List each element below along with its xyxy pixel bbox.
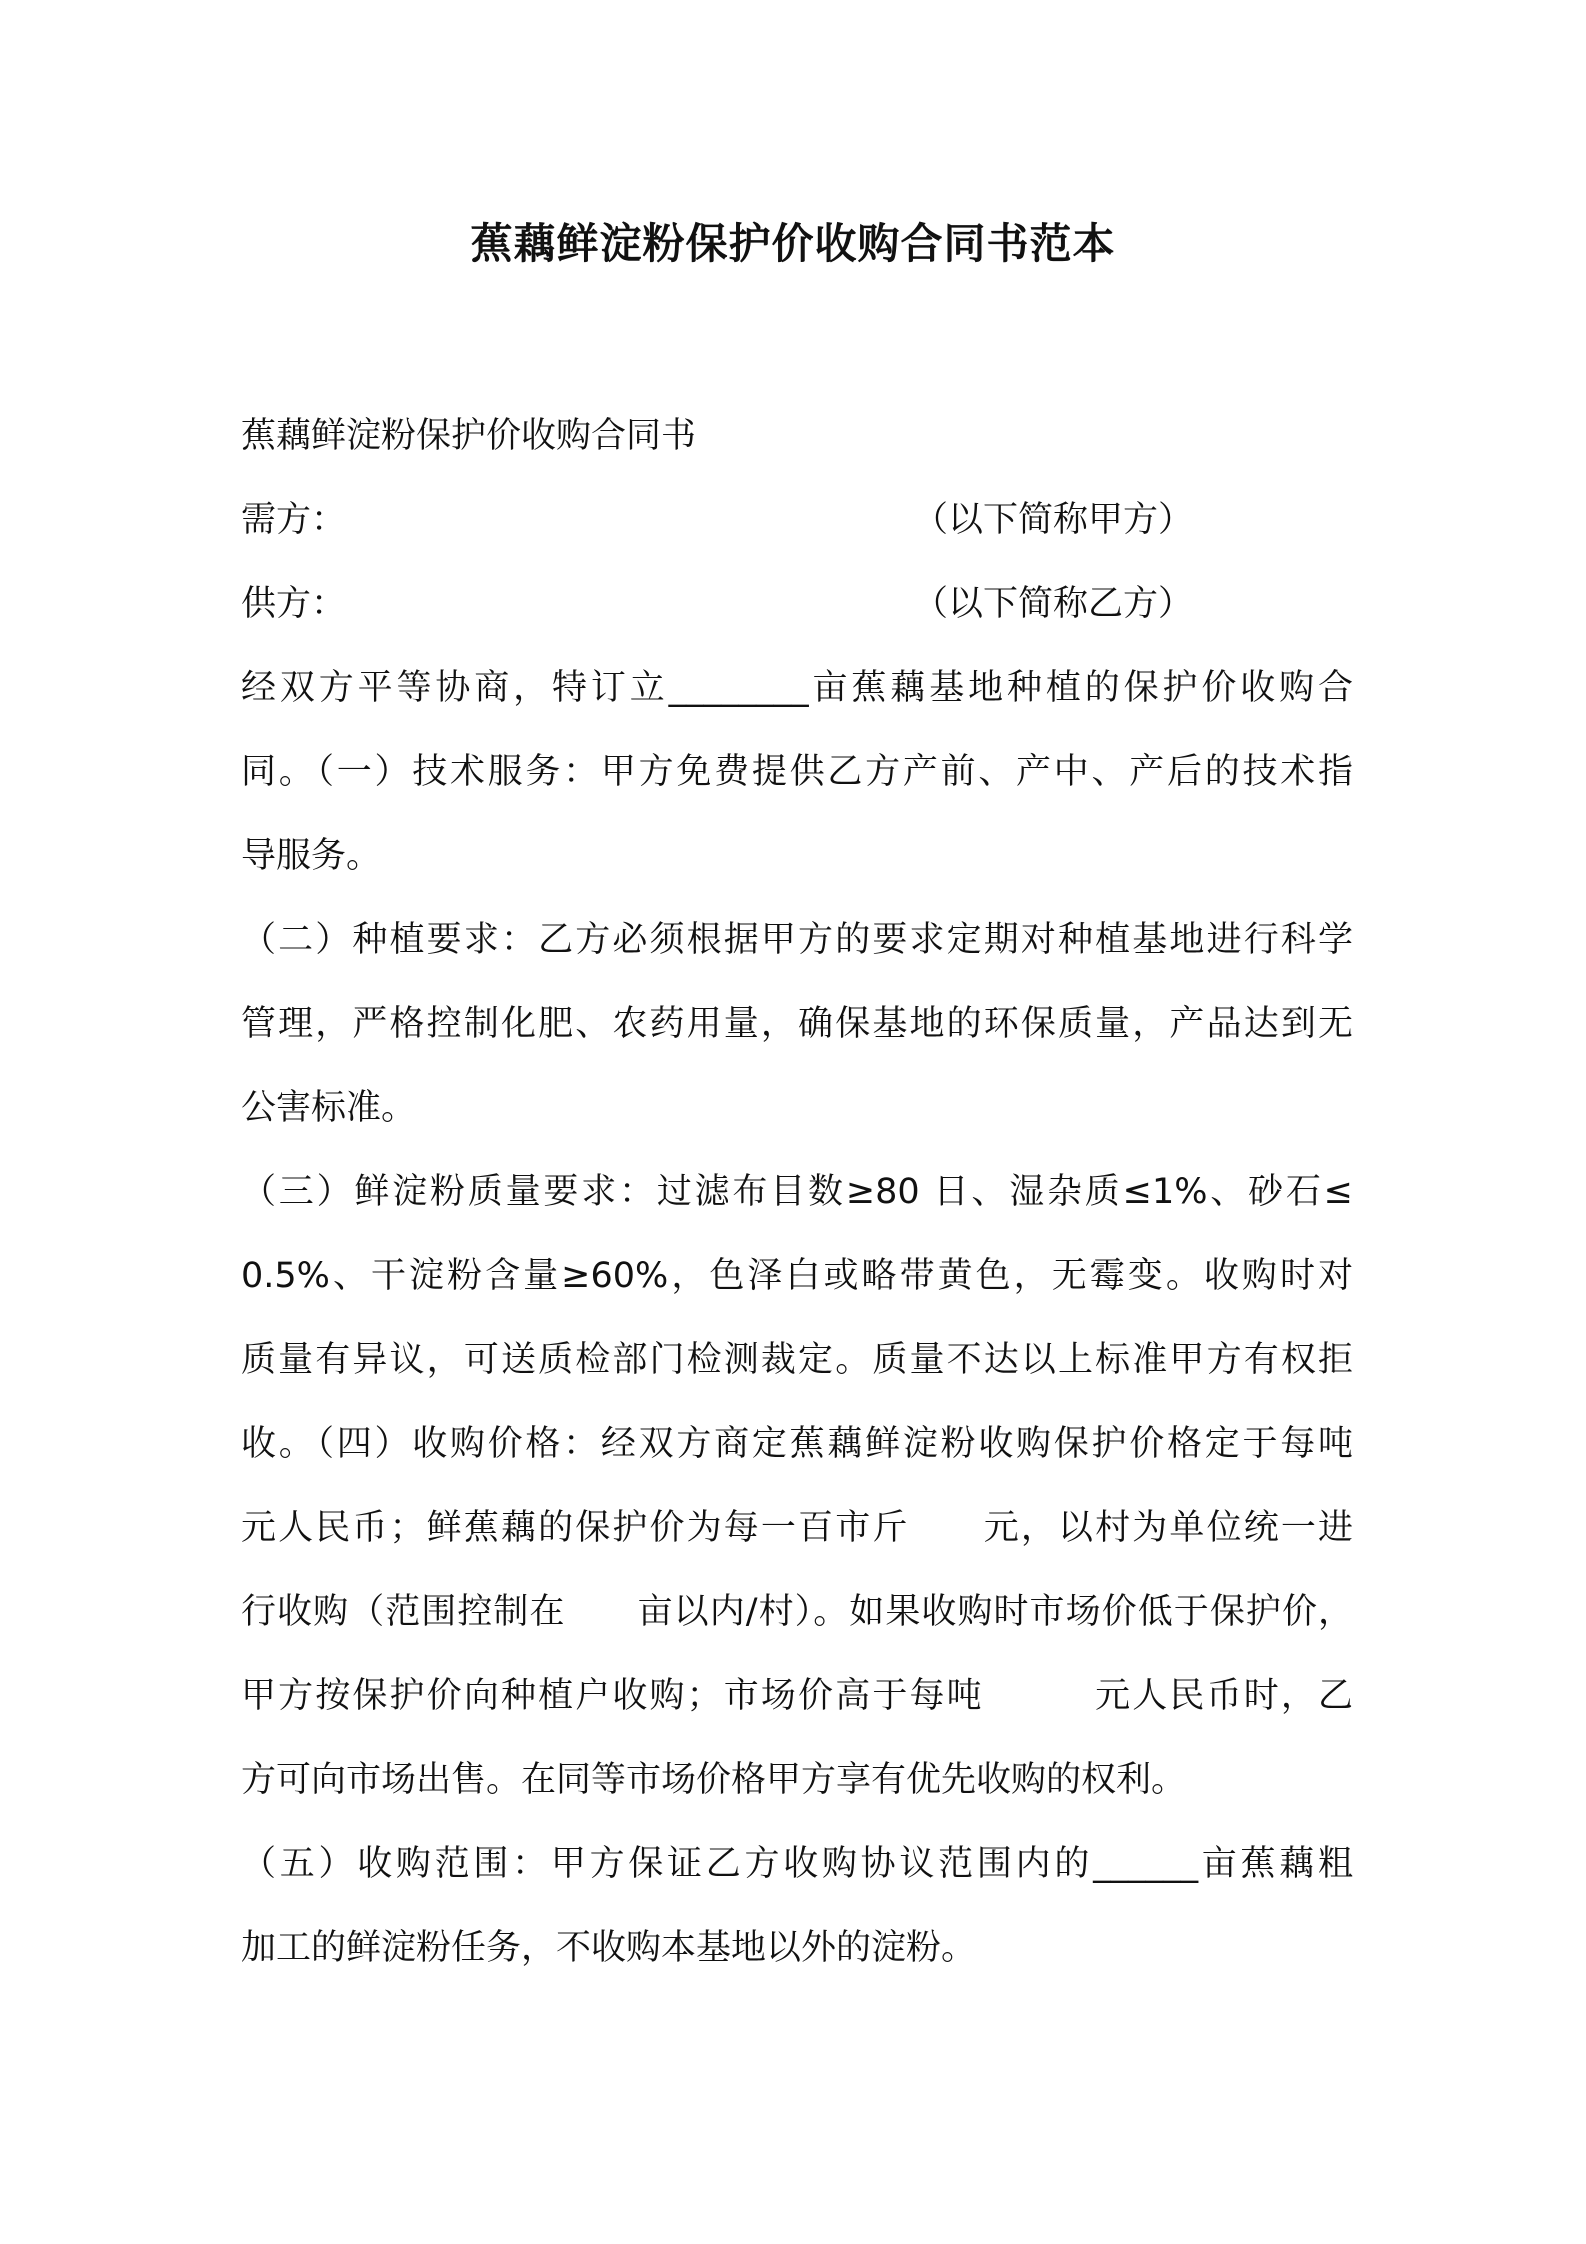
paragraph-line: 导服务。 [241,836,382,876]
party-a-label: 需方： [241,500,347,540]
party-b-label: 供方： [241,584,347,624]
paragraph-line: 加工的鲜淀粉任务，不收购本基地以外的淀粉。 [241,1928,977,1968]
paragraph-line: 收。（四）收购价格：经双方商定蕉藕鲜淀粉收购保护价格定于每吨 [241,1424,1353,1464]
paragraph-line: 公害标准。 [241,1088,417,1128]
paragraph-line: 方可向市场出售。在同等市场价格甲方享有优先收购的权利。 [241,1760,1187,1800]
paragraph-line: 经双方平等协商，特订立________亩蕉藕基地种植的保护价收购合 [241,668,1353,708]
paragraph-line: 元人民币；鲜蕉藕的保护价为每一百市斤 元，以村为单位统一进 [241,1508,1353,1548]
paragraph-line: 管理，严格控制化肥、农药用量，确保基地的环保质量，产品达到无 [241,1004,1353,1044]
paragraph-line: 甲方按保护价向种植户收购；市场价高于每吨 元人民币时，乙 [241,1676,1353,1716]
paragraph-line: （三）鲜淀粉质量要求：过滤布目数≥80 日、湿杂质≤1%、砂石≤ [241,1172,1353,1212]
paragraph-line: （五）收购范围：甲方保证乙方收购协议范围内的______亩蕉藕粗 [241,1844,1353,1884]
party-a-note: （以下简称甲方） [913,500,1194,540]
document-title: 蕉藕鲜淀粉保护价收购合同书范本 [470,219,1116,268]
paragraph-line: 质量有异议，可送质检部门检测裁定。质量不达以上标准甲方有权拒 [241,1340,1353,1380]
party-b-note: （以下简称乙方） [913,584,1194,624]
paragraph-line: 同。（一）技术服务：甲方免费提供乙方产前、产中、产后的技术指 [241,752,1353,792]
contract-subtitle: 蕉藕鲜淀粉保护价收购合同书 [241,416,697,456]
paragraph-line: 行收购（范围控制在 亩以内/村）。如果收购时市场价低于保护价， [241,1592,1353,1632]
paragraph-line: （二）种植要求：乙方必须根据甲方的要求定期对种植基地进行科学 [241,920,1353,960]
paragraph-line: 0.5%、干淀粉含量≥60%，色泽白或略带黄色，无霉变。收购时对 [241,1256,1353,1296]
